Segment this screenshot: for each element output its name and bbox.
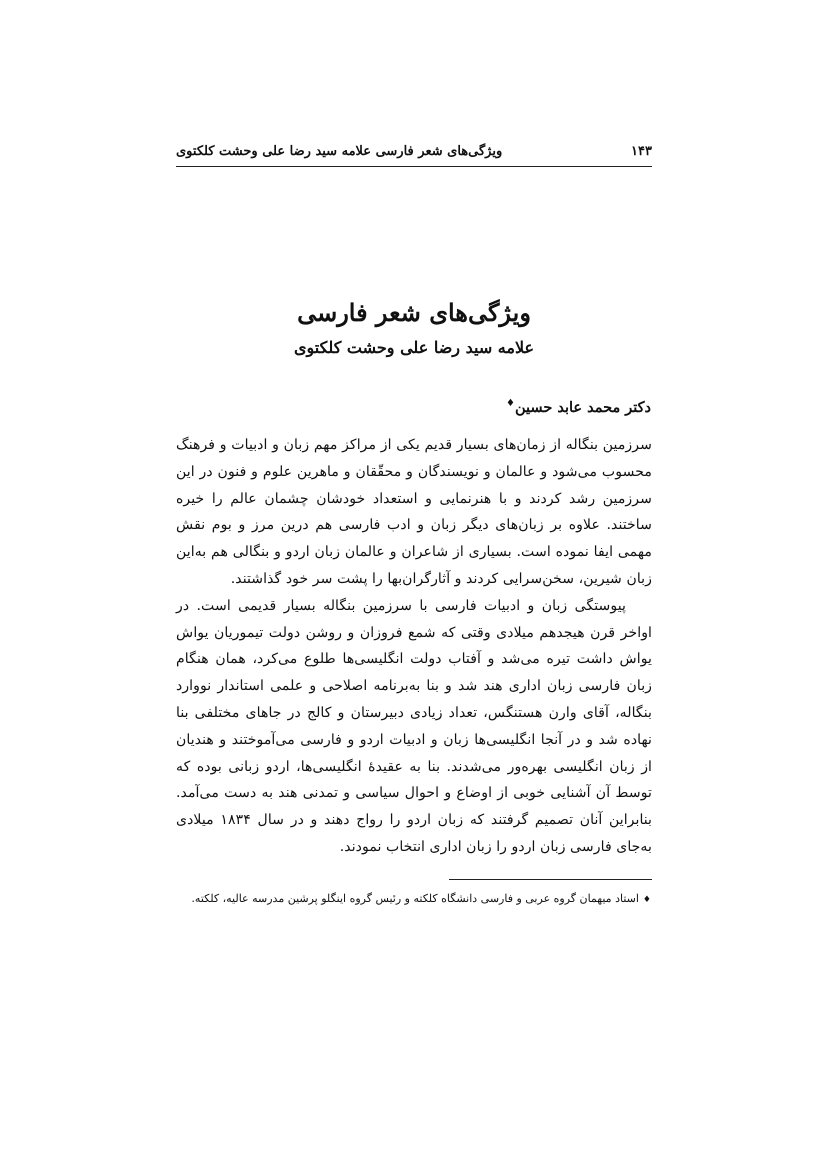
author-line (506, 398, 651, 416)
title-block (176, 296, 652, 360)
page-number: ۱۴۳ (631, 144, 652, 159)
footnote-mark: ♦ (642, 895, 651, 905)
body-paragraph: پیوستگی زبان و ادبیات فارسی با سرزمین بنگاله بسیار قدیمی است. در اواخر قرن هیجدهم میلادی وقتی که شمع فروزان و روشن دولت تیموریان یواش یواش داشت تیره می‌شد و آفتاب دولت انگلیسی‌ها طلوع می‌کرد، همان هنگام زبان فارسی زبان اداری هند شد و بنا به‌برنامه اصلاحی و علمی استاندار نووارد بنگاله، آقای وارن هستنگس، تعداد زیادی دبیرستان و کالج در جاهای مختلفی بنا نهاده شد و در آنجا انگلیسی‌ها زبان و ادبیات اردو و فارسی می‌آموختند و هندیان از زبان انگلیسی بهره‌ور می‌شدند. بنا به عقیدۀ انگلیسی‌ها، اردو زبانی بوده که توسط آن آشنایی خوبی از اوضاع و احوال سیاسی و تمدنی هند به دست می‌آمد. بنابراین آنان تصمیم گرفتند که زبان اردو را رواج دهند و در سال ۱۸۳۴ میلادی به‌جای فارسی زبان اردو را زبان اداری انتخاب نمودند. (176, 597, 653, 855)
body-paragraph: سرزمین بنگاله از زمان‌های بسیار قدیم یکی از مراکز مهم زبان و ادبیات و فرهنگ محسوب می‌شود و عالمان و نویسندگان و محقّقان و ماهرین علوم و فنون در این سرزمین رشد کردند و با هنرنمایی و استعداد خودشان چشمان عالم را خیره ساختند. علاوه بر زبان‌های دیگر زبان و ادب فارسی هم درین مرز و بوم نقش مهمی ایفا نموده است. بسیاری از شاعران و عالمان زبان اردو و بنگالی هم به‌این زبان شیرین، سخن‌سرایی کردند و آثارگران‌بها را پشت سر خود گذاشتند. (176, 437, 652, 587)
author-name: دکتر محمد عابد حسین (514, 398, 651, 416)
article-body (176, 432, 652, 861)
footnote-text: استاد میهمان گروه عربی و فارسی دانشگاه کلکته و رئیس گروه اینگلو پرشین مدرسه عالیه، کلکته. (191, 892, 639, 905)
running-head-title: ویژگی‌های شعر فارسی علامه سید رضا علی وحشت کلکتوی (176, 144, 503, 159)
footnote (175, 890, 651, 909)
article-title: ویژگی‌های شعر فارسی (297, 298, 531, 327)
author-footnote-mark: ♦ (506, 398, 515, 409)
running-head (176, 140, 652, 167)
footnote-divider (449, 879, 652, 880)
article-subtitle: علامه سید رضا علی وحشت کلکتوی (293, 338, 535, 357)
